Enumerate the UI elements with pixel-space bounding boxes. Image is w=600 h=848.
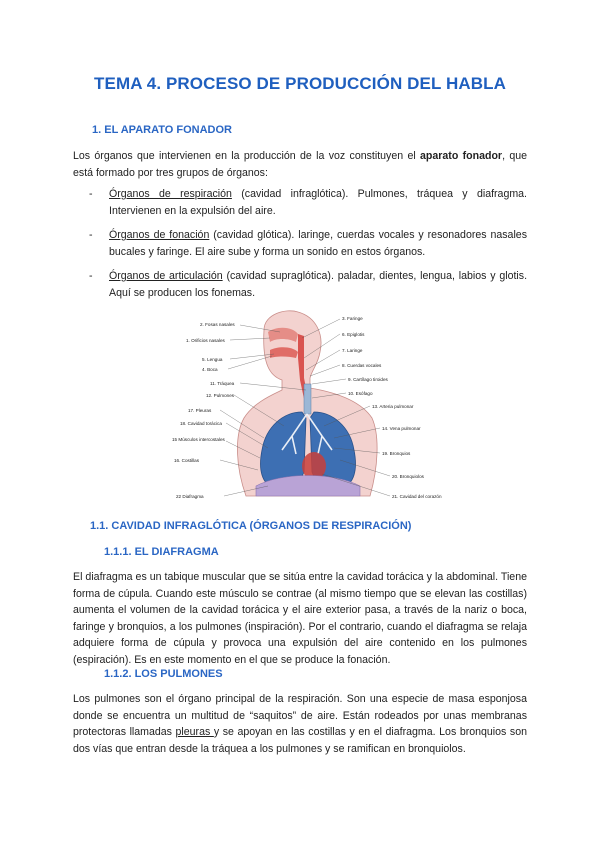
label-arteria-pulmonar: 13. Arteria pulmonar (372, 404, 414, 409)
bullet-text: (cavidad glótica). laringe, cuerdas vocales y resonadores nasales bucales y faringe. El aire sube y forma un sonido en estos órganos. (109, 229, 527, 258)
label-esofago: 10. Esófago (348, 391, 373, 396)
subsection-heading-pulmones: 1.1.2. LOS PULMONES (104, 668, 223, 680)
label-costillas: 16. Costillas (174, 458, 200, 463)
list-item (73, 227, 527, 260)
bullet-text: (cavidad supraglótica). paladar, dientes, lengua, labios y glotis. Aquí se producen los fonemas. (109, 270, 528, 299)
pulmones-text-a: Los pulmones son el órgano principal de la respiración. Son una especie de masa esponjosa donde se encuentra un multitud de “saquitos” de aire. Están rodeados por unas membranas protectoras llamadas (73, 693, 527, 738)
bullet-text: (cavidad infraglótica). Pulmones, tráquea y diafragma. Intervienen en la expulsión del aire. (109, 188, 527, 217)
section-heading-cavidad-infraglotica: 1.1. CAVIDAD INFRAGLÓTICA (ÓRGANOS DE RESPIRACIÓN) (90, 520, 412, 532)
label-vena-pulmonar: 14. Vena pulmonar (382, 426, 421, 431)
label-boca: 4. Boca (202, 367, 218, 372)
label-diafragma: 22 Diafragma (176, 494, 204, 499)
label-cavidad-toracica: 18. Cavidad torácica (180, 421, 222, 426)
label-epiglotis: 6. Epiglotis (342, 332, 365, 337)
page-title: TEMA 4. PROCESO DE PRODUCCIÓN DEL HABLA (94, 74, 506, 93)
intro-paragraph (73, 148, 527, 181)
diafragma-paragraph: El diafragma es un tabique muscular que se sitúa entre la cavidad torácica y la abdominal. Tiene forma de cúpula. Cuando este músculo se contrae (al mismo tiempo que se elevan las costillas) aumenta el volumen de la cavidad torácica y el aire exterior pasa, a través de la nariz o boca, faringe y bronquios, a los pulmones (inspiración). Por el contrario, cuando el diafragma se relaja adquiere forma de cúpula y provoca una expulsión del aire contenido en los pulmones (espiración). Es en este momento en el que se produce la fonación. (73, 571, 527, 666)
label-pleuras: 17. Pleuras (188, 408, 212, 413)
list-item (73, 268, 527, 301)
label-orificios-nasales: 1. Orificios nasales (186, 338, 225, 343)
label-cavidad-corazon: 21. Cavidad del corazón (392, 494, 442, 499)
label-faringe: 3. Faringe (342, 316, 363, 321)
subsection-heading-diafragma: 1.1.1. EL DIAFRAGMA (104, 546, 219, 558)
anatomy-illustration (164, 308, 442, 508)
trachea (304, 384, 311, 414)
bullet-term: Órganos de fonación (109, 229, 210, 241)
label-cartilago-tiroides: 9. Cartílago tiroides (348, 377, 388, 382)
organ-groups-list (73, 186, 527, 309)
pulmones-paragraph (73, 691, 527, 757)
label-lengua: 5. Lengua (202, 357, 223, 362)
bullet-term: Órganos de respiración (109, 188, 232, 200)
label-laringe: 7. Laringe (342, 348, 363, 353)
label-fosas-nasales: 2. Fosas nasales (200, 322, 235, 327)
bullet-term: Órganos de articulación (109, 270, 223, 282)
label-traquea: 11. Tráquea (210, 381, 235, 386)
intro-text-b: , que está formado por tres grupos de órganos: (73, 150, 528, 179)
respiratory-system-figure (164, 308, 442, 508)
pleuras-term: pleuras (175, 726, 214, 738)
label-bronquiolos: 20. Bronquiolos (392, 474, 424, 479)
section-heading-aparato-fonador: 1. EL APARATO FONADOR (92, 124, 232, 136)
bullet-dash: - (89, 188, 93, 200)
label-pulmones: 12. Pulmones (206, 393, 235, 398)
list-item (73, 186, 527, 219)
pulmones-text-b: y se apoyan en las costillas y en el diafragma. Los bronquios son dos vías que entran desde la tráquea a los pulmones y se ramifican en bronquiolos. (73, 726, 527, 755)
bullet-dash: - (89, 229, 93, 241)
label-cuerdas-vocales: 8. Cuerdas vocales (342, 363, 382, 368)
intro-bold-term: aparato fonador (420, 150, 503, 162)
label-bronquios: 19. Bronquios (382, 451, 411, 456)
intro-text-a: Los órganos que intervienen en la producción de la voz constituyen el (73, 150, 421, 162)
bullet-dash: - (89, 270, 93, 282)
label-musculos-intercostales: 15 Músculos intercostales (172, 437, 225, 442)
